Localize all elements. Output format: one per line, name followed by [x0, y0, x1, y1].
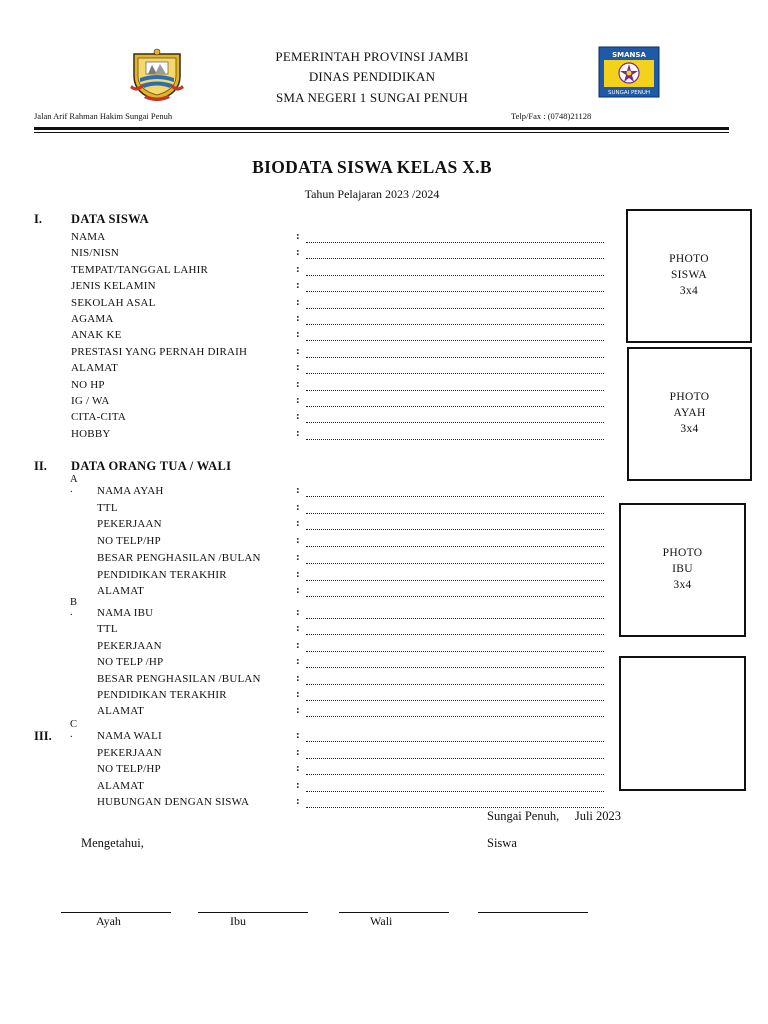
- data-siswa-label-11: IG / WA: [71, 395, 110, 407]
- school-logo-bottom-text: SUNGAI PENUH: [607, 90, 651, 96]
- signature-line-ibu: [198, 912, 308, 913]
- data-siswa-colon-9: :: [296, 361, 300, 374]
- photo-box-ibu: [619, 503, 746, 637]
- letterhead-rule-thick: [34, 127, 729, 130]
- data-siswa-input-line-7[interactable]: [306, 340, 604, 341]
- ayah-input-line-2[interactable]: [306, 513, 604, 514]
- photo-box-siswa: [626, 209, 752, 343]
- data-siswa-input-line-4[interactable]: [306, 291, 604, 292]
- ayah-label-4: NO TELP/HP: [97, 535, 161, 548]
- subsection-c-dot: .: [70, 729, 73, 740]
- header-address: Jalan Arif Rahman Hakim Sungai Penuh: [34, 111, 173, 121]
- photo-box-ayah: [627, 347, 752, 481]
- data-siswa-input-line-11[interactable]: [306, 406, 604, 407]
- wali-colon-3: :: [296, 762, 300, 775]
- wali-colon-4: :: [296, 778, 300, 791]
- ibu-label-7: ALAMAT: [97, 705, 145, 718]
- letterhead-rule-thin: [34, 132, 729, 133]
- wali-input-line-3[interactable]: [306, 774, 604, 775]
- ayah-input-line-5[interactable]: [306, 563, 604, 564]
- section-1-number: I.: [34, 212, 42, 226]
- ayah-colon-2: :: [296, 500, 300, 513]
- signature-siswa-label: Siswa: [487, 836, 517, 850]
- ayah-colon-6: :: [296, 567, 300, 580]
- ayah-input-line-1[interactable]: [306, 496, 604, 497]
- signature-label-ayah: Ayah: [96, 914, 121, 928]
- signature-mengetahui: Mengetahui,: [81, 836, 144, 850]
- ibu-colon-1: :: [296, 606, 300, 618]
- section-1-title: DATA SISWA: [71, 212, 149, 226]
- data-siswa-colon-12: :: [296, 410, 300, 423]
- ayah-colon-1: :: [296, 484, 300, 496]
- header-line-3: SMA NEGERI 1 SUNGAI PENUH: [275, 90, 469, 105]
- wali-label-1: NAMA WALI: [97, 730, 162, 742]
- data-siswa-input-line-12[interactable]: [306, 422, 604, 423]
- ayah-input-line-6[interactable]: [306, 580, 604, 581]
- page-title: BIODATA SISWA KELAS X.B: [252, 157, 492, 177]
- ayah-colon-5: :: [296, 550, 300, 563]
- ibu-input-line-5[interactable]: [306, 684, 604, 685]
- wali-colon-2: :: [296, 745, 300, 758]
- ibu-colon-5: :: [296, 671, 300, 684]
- ibu-label-2: TTL: [97, 623, 118, 636]
- data-siswa-input-line-2[interactable]: [306, 258, 604, 259]
- wali-label-2: PEKERJAAN: [97, 746, 162, 759]
- ibu-input-line-6[interactable]: [306, 700, 604, 701]
- ibu-label-3: PEKERJAAN: [97, 639, 162, 652]
- ibu-input-line-7[interactable]: [306, 716, 604, 717]
- signature-label-ibu: Ibu: [230, 914, 246, 928]
- section-3-number: III.: [34, 729, 52, 743]
- section-2-number: II.: [34, 459, 47, 473]
- ayah-colon-7: :: [296, 584, 300, 597]
- wali-input-line-1[interactable]: [306, 741, 604, 742]
- data-siswa-label-4: JENIS KELAMIN: [71, 280, 156, 293]
- data-siswa-colon-3: :: [296, 262, 300, 275]
- signature-line-ayah: [61, 912, 171, 913]
- ayah-label-7: ALAMAT: [97, 585, 145, 598]
- ayah-label-1: NAMA AYAH: [97, 485, 164, 497]
- data-siswa-input-line-5[interactable]: [306, 308, 604, 309]
- ibu-colon-3: :: [296, 638, 300, 651]
- data-siswa-input-line-9[interactable]: [306, 373, 604, 374]
- wali-colon-5: :: [296, 795, 300, 808]
- data-siswa-input-line-13[interactable]: [306, 439, 604, 440]
- wali-input-line-4[interactable]: [306, 791, 604, 792]
- data-siswa-input-line-8[interactable]: [306, 357, 604, 358]
- data-siswa-colon-13: :: [296, 426, 300, 439]
- data-siswa-input-line-10[interactable]: [306, 390, 604, 391]
- data-siswa-colon-8: :: [296, 344, 300, 357]
- ibu-label-4: NO TELP /HP: [97, 656, 164, 669]
- ibu-label-6: PENDIDIKAN TERAKHIR: [97, 689, 227, 701]
- ayah-label-3: PEKERJAAN: [97, 518, 162, 531]
- wali-label-3: NO TELP/HP: [97, 763, 161, 776]
- ayah-label-2: TTL: [97, 501, 118, 514]
- subsection-b-letter: B: [70, 597, 78, 608]
- signature-label-wali: Wali: [370, 914, 393, 928]
- wali-label-4: ALAMAT: [97, 779, 145, 792]
- photo-ayah-line-3: 3x4: [680, 423, 699, 435]
- wali-label-5: HUBUNGAN DENGAN SISWA: [97, 796, 250, 809]
- ibu-colon-4: :: [296, 655, 300, 668]
- data-siswa-label-1: NAMA: [71, 231, 106, 243]
- data-siswa-colon-4: :: [296, 279, 300, 292]
- data-siswa-label-8: PRESTASI YANG PERNAH DIRAIH: [71, 345, 248, 358]
- school-logo: [598, 46, 660, 98]
- data-siswa-colon-11: :: [296, 394, 300, 406]
- data-siswa-input-line-1[interactable]: [306, 242, 604, 243]
- wali-colon-1: :: [296, 729, 300, 741]
- data-siswa-label-6: AGAMA: [71, 313, 114, 325]
- header-line-1: PEMERINTAH PROVINSI JAMBI: [275, 49, 469, 64]
- data-siswa-colon-2: :: [296, 246, 300, 259]
- ayah-input-line-3[interactable]: [306, 529, 604, 530]
- data-siswa-label-9: ALAMAT: [71, 362, 119, 375]
- ibu-colon-2: :: [296, 622, 300, 635]
- ibu-label-5: BESAR PENGHASILAN /BULAN: [97, 672, 261, 685]
- ayah-input-line-4[interactable]: [306, 546, 604, 547]
- header-phone: Telp/Fax : (0748)21128: [511, 111, 592, 121]
- ayah-colon-4: :: [296, 534, 300, 547]
- data-siswa-colon-7: :: [296, 328, 300, 341]
- ayah-colon-3: :: [296, 517, 300, 530]
- ayah-label-6: PENDIDIKAN TERAKHIR: [97, 568, 227, 581]
- subsection-a-letter: A: [70, 474, 78, 485]
- signature-line-wali: [339, 912, 449, 913]
- photo-box-wali: [619, 656, 746, 791]
- subsection-b-dot: .: [70, 607, 73, 618]
- school-logo-top-text: SMANSA: [612, 51, 646, 59]
- photo-ayah-line-2: AYAH: [673, 407, 706, 419]
- subsection-a-dot: .: [70, 484, 73, 495]
- wali-input-line-2[interactable]: [306, 758, 604, 759]
- data-siswa-input-line-6[interactable]: [306, 324, 604, 325]
- data-siswa-colon-6: :: [296, 312, 300, 324]
- data-siswa-label-12: CITA-CITA: [71, 411, 127, 424]
- data-siswa-colon-10: :: [296, 377, 300, 390]
- header-line-2: DINAS PENDIDIKAN: [308, 69, 436, 84]
- data-siswa-label-2: NIS/NISN: [71, 247, 120, 260]
- data-siswa-label-13: HOBBY: [71, 427, 111, 440]
- photo-ibu-line-2: IBU: [672, 563, 693, 575]
- data-siswa-colon-1: :: [296, 230, 300, 242]
- ibu-input-line-3[interactable]: [306, 651, 604, 652]
- ibu-colon-7: :: [296, 704, 300, 717]
- ayah-label-5: BESAR PENGHASILAN /BULAN: [97, 551, 261, 564]
- page-subtitle: Tahun Pelajaran 2023 /2024: [304, 187, 440, 201]
- ayah-input-line-7[interactable]: [306, 596, 604, 597]
- ibu-input-line-2[interactable]: [306, 634, 604, 635]
- signature-line-siswa: [478, 912, 588, 913]
- photo-siswa-line-1: PHOTO: [669, 253, 709, 265]
- photo-siswa-line-3: 3x4: [679, 285, 699, 297]
- ibu-input-line-1[interactable]: [306, 618, 604, 619]
- ibu-label-1: NAMA IBU: [97, 607, 154, 619]
- data-siswa-colon-5: :: [296, 295, 300, 308]
- data-siswa-label-10: NO HP: [71, 378, 105, 391]
- signature-place-date: Sungai Penuh, Juli 2023: [487, 809, 622, 823]
- photo-siswa-line-2: SISWA: [670, 269, 707, 281]
- subsection-c-letter: C: [70, 719, 78, 730]
- photo-ibu-line-1: PHOTO: [662, 547, 703, 559]
- data-siswa-label-5: SEKOLAH ASAL: [71, 296, 156, 309]
- section-2-title: DATA ORANG TUA / WALI: [71, 459, 232, 473]
- ibu-input-line-4[interactable]: [306, 667, 604, 668]
- data-siswa-input-line-3[interactable]: [306, 275, 604, 276]
- provincial-emblem-logo: [128, 48, 186, 102]
- photo-ibu-line-3: 3x4: [673, 579, 692, 591]
- ibu-colon-6: :: [296, 688, 300, 700]
- data-siswa-label-3: TEMPAT/TANGGAL LAHIR: [71, 263, 209, 276]
- data-siswa-label-7: ANAK KE: [71, 329, 122, 342]
- photo-ayah-line-1: PHOTO: [669, 391, 710, 403]
